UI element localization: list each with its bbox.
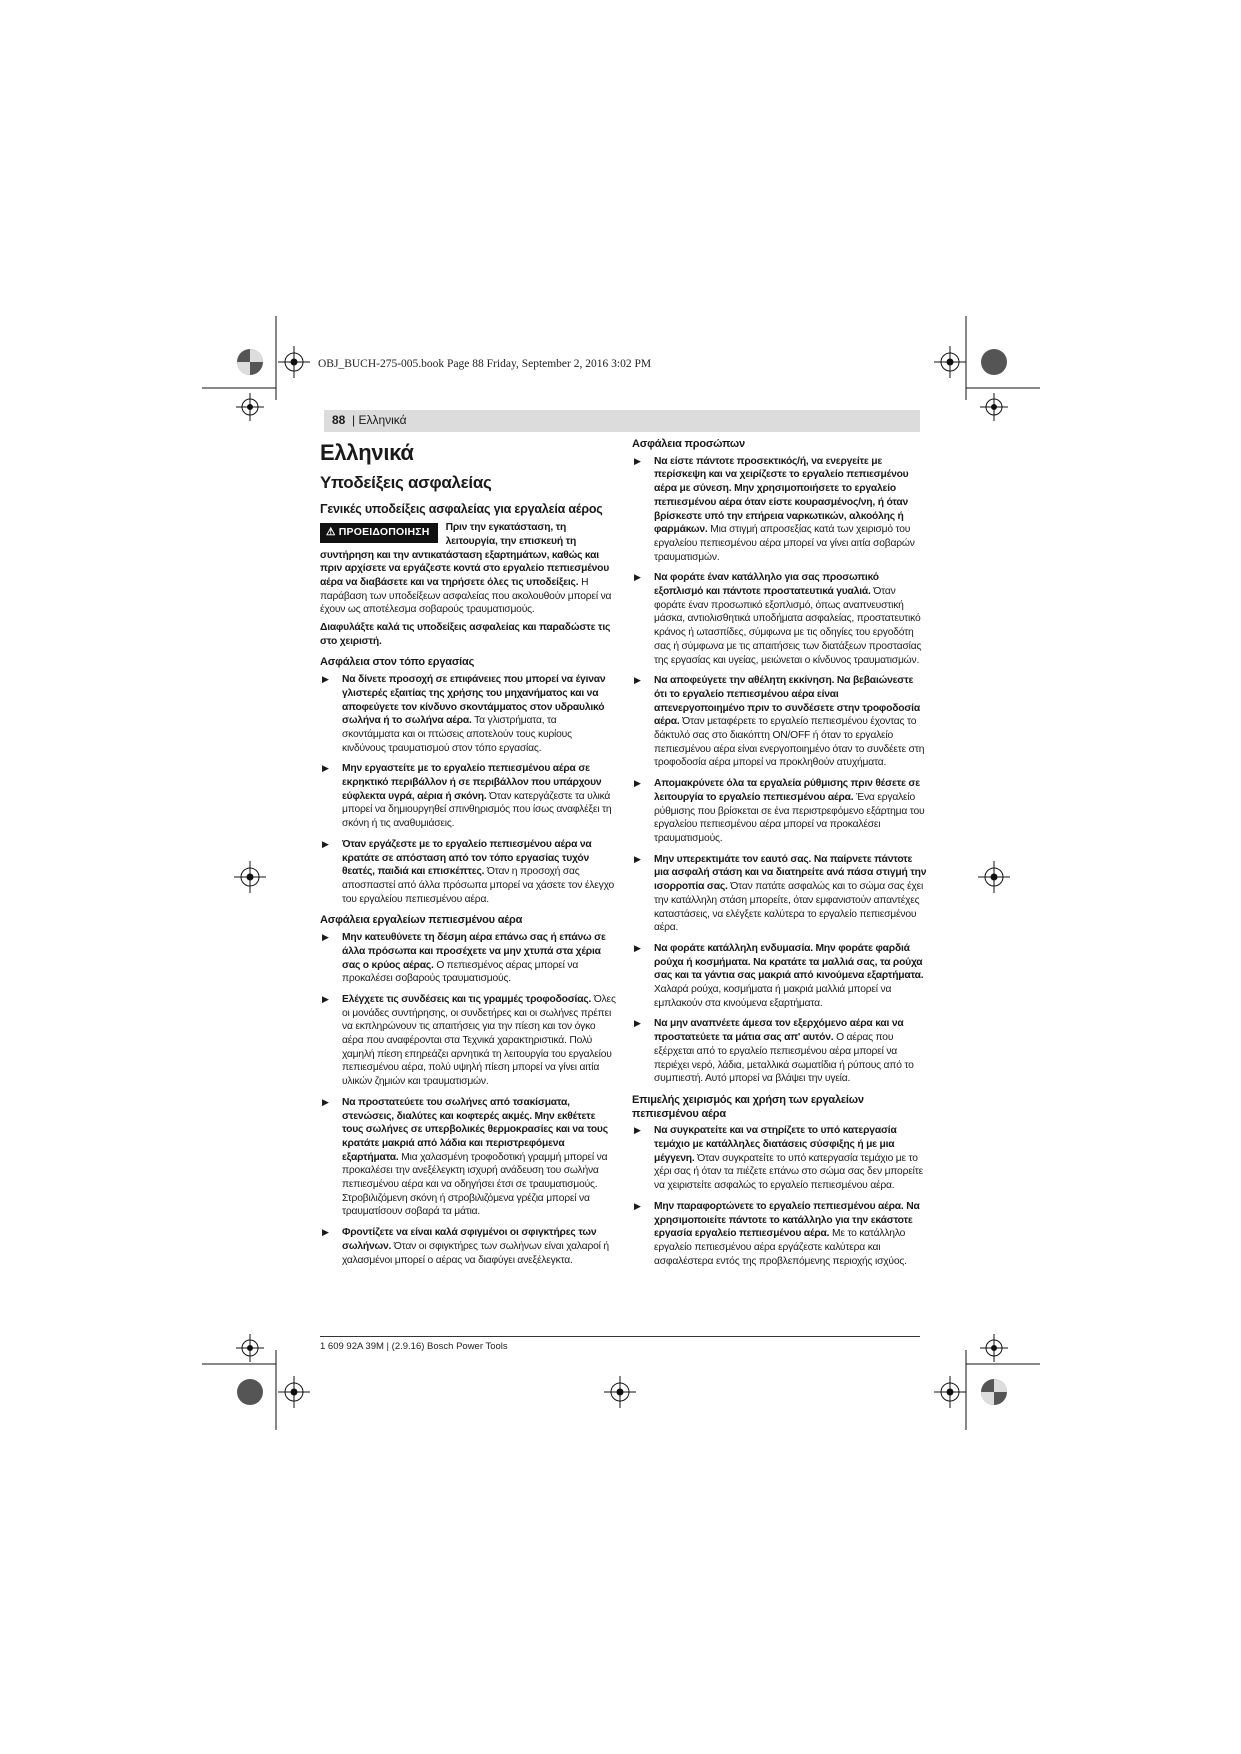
bullet-triangle-icon: ▶: [322, 1227, 329, 1238]
bullet-triangle-icon: ▶: [634, 675, 641, 686]
list-item: ▶ Να δίνετε προσοχή σε επιφάνειες που μπορεί να έγιναν γλιστερές εξαιτίας της χρήσης του μηχανήματος και να αποφεύγετε τον κίνδυνο σκοντάμματος στον υδραυλικό σωλήνα ή το σωλήνα αέρα. Τα γλιστρήματα, τα σκοντάμματα και οι πτώσεις αποτελούν τους κυρίους κινδύνους τραυματισμού στον τόπο εργασίας.: [322, 674, 606, 754]
warning-bold-text: Πριν την εγκατάσταση, τη λειτουργία, την επισκευή τη συντήρηση και την αντικατάσταση εξαρτημάτων, καθώς και πριν αρχίσετε να εργάζεστε κοντά στο εργαλείο πεπιεσμένου αέρα να διαβάσετε και να τηρήσετε όλες τις υποδείξεις.: [320, 522, 610, 588]
reg-crosshair-bottom-left-icon: [278, 1376, 310, 1408]
list-item: ▶ Ελέγχετε τις συνδέσεις και τις γραμμές τροφοδοσίας. Όλες οι μονάδες συντήρησης, οι συνδετήρες και οι σωλήνες πρέπει να εκπληρώνουν τις απαιτήσεις για την πίεση και τον όγκο αέρα που αναφέρονται στα Τεχνικά χαρακτηριστικά. Πολύ χαμηλή πίεση επηρεάζει αρνητικά τη λειτουργία του εργαλείου πεπιεσμένου αέρα, πολύ υψηλή πίεση μπορεί να γίνει αιτία υλικών ζημιών και τραυματισμών.: [322, 993, 616, 1088]
section-air-tool-safety: [320, 914, 616, 1267]
reg-crosshair-bottom-right-icon: [934, 1376, 966, 1408]
list-item: ▶ Να φοράτε κατάλληλη ενδυμασία. Μην φοράτε φαρδιά ρούχα ή κοσμήματα. Να κρατάτε τα μαλλιά σας, τα ρούχα σας και τα γάντια σας μακριά από κινούμενα εξαρτήματα. Χαλαρά ρούχα, κοσμήματα ή μακριά μαλλιά μπορεί να εμπλακούν στα κινούμενα εξαρτήματα.: [634, 942, 924, 1009]
reg-crosshair-top-left-icon: [278, 346, 310, 378]
bullet-triangle-icon: ▶: [322, 932, 329, 943]
warning-triangle-icon: ⚠: [326, 526, 336, 539]
bullet-triangle-icon: ▶: [634, 778, 641, 789]
page-title: Ελληνικά: [320, 440, 414, 465]
bullet-triangle-icon: ▶: [322, 674, 329, 685]
list-item: ▶ Να είστε πάντοτε προσεκτικός/ή, να ενεργείτε με περίσκεψη και να χειρίζεστε το εργαλείο πεπιεσμένου αέρα με σύνεση. Μην χρησιμοποιήσετε το εργαλείο πεπιεσμένου αέρα όταν είστε κουρασμένος/νη, ή όταν βρίσκεστε υπό την επήρεια ναρκωτικών, αλκοόλης ή φαρμάκων. Μια στιγμή απροσεξίας κατά των χειρισμό του εργαλείου πεπιεσμένου αέρα μπορεί να γίνει αιτία σοβαρών τραυματισμών.: [634, 455, 915, 563]
bullet-triangle-icon: ▶: [634, 853, 641, 864]
list-item: ▶ Όταν εργάζεστε με το εργαλείο πεπιεσμένου αέρα να κρατάτε σε απόσταση από τον τόπο εργασίας τυχόν θεατές, παιδιά και επισκέπτες. Όταν η προσοχή σας αποσπαστεί από άλλα πρόσωπα μπορεί να χάσετε τον έλεγχο του εργαλείου πεπιεσμένου αέρα.: [322, 838, 615, 905]
section-careful-handling: [632, 1094, 928, 1268]
reg-crosshair-mid-left-icon: [234, 861, 266, 893]
section-personal-safety: [632, 438, 928, 1086]
bullet-triangle-icon: ▶: [322, 993, 329, 1004]
bullet-triangle-icon: ▶: [322, 1096, 329, 1107]
header-language: | Ελληνικά: [352, 413, 407, 427]
safety-subtitle: Υποδείξεις ασφαλείας: [320, 472, 492, 492]
bullet-triangle-icon: ▶: [322, 838, 329, 849]
page-header-bar: [324, 410, 920, 432]
list-item: ▶ Φροντίζετε να είναι καλά σφιγμένοι οι σφιγκτήρες των σωλήνων. Όταν οι σφιγκτήρες των σωλήνων είναι χαλαροί ή χαλασμένοι μπορεί ο αέρας να διαφύγει ανεξέλεγκτα.: [322, 1227, 609, 1266]
reg-crosshair-left-lower-icon: [236, 1334, 264, 1362]
reg-target-top-right-icon: [981, 349, 1007, 375]
list-item: ▶ Να φοράτε έναν κατάλληλο για σας προσωπικό εξοπλισμό και πάντοτε προστατευτικά γυαλιά. Όταν φοράτε έναν προσωπικό εξοπλισμό, όπως αναπνευστική μάσκα, αντιολισθητικά υποδήματα ασφαλείας, προστατευτικό κράνος ή ωτασπίδες, σύμφωνα με τις οδηγίες του εργοδότη σας ή σύμφωνα με τις απαιτήσεις των διατάξεων προστασίας της εργασίας και υγείας, μειώνεται ο κίνδυνος τραυματισμών.: [634, 572, 922, 666]
reg-crosshair-bottom-center-icon: [604, 1376, 636, 1408]
general-safety-heading: Γενικές υποδείξεις ασφαλείας για εργαλεία αέρος: [320, 502, 603, 517]
bullet-triangle-icon: ▶: [634, 1125, 641, 1136]
section-heading: Ασφάλεια εργαλείων πεπιεσμένου αέρα: [320, 914, 523, 927]
list-item: ▶ Να προστατεύετε του σωλήνες από τσακίσματα, στενώσεις, διαλύτες και κοφτερές ακμές. Μην εκθέτετε τους σωλήνες σε υπερβολικές θερμοκρασίες και να τους κρατάτε μακριά από λάδια και περιστρεφόμενα εξαρτήματα. Μια χαλασμένη τροφοδοτική γραμμή μπορεί να προκαλέσει την ανεξέλεγκτη ισχυρή ανάδευση του σωλήνα πεπιεσμένου αέρα και να οδηγήσει έτσι σε τραυματισμούς. Στροβιλιζόμενη σκόνη ή στροβιλιζόμενα γρέζια μπορεί να τραυματίσουν σοβαρά τα μάτια.: [322, 1096, 608, 1218]
bullet-triangle-icon: ▶: [634, 1018, 641, 1029]
warning-normal-text: Η παράβαση των υποδείξεων ασφαλείας που ακολουθούν μπορεί να έχουν ως αποτέλεσμα σοβαρούς τραυματισμούς.: [320, 576, 612, 616]
list-item: ▶ Να αποφεύγετε την αθέλητη εκκίνηση. Να βεβαιώνεστε ότι το εργαλείο πεπιεσμένου αέρα είναι απενεργοποιημένο πριν το συνδέσετε στην τροφοδοσία αέρα. Όταν μεταφέρετε το εργαλείο πεπιεσμένου έχοντας το δάκτυλό σας στο διακόπτη ON/OFF ή όταν το εργαλείο πεπιεσμένου αέρα είναι ενεργοποιημένο όταν το συνδέετε στη τροφοδοσία αέρα μπορεί να προκληθούν ατυχήματα.: [634, 675, 925, 769]
page-number: 88: [332, 413, 346, 427]
list-item: ▶ Να συγκρατείτε και να στηρίζετε το υπό κατεργασία τεμάχιο με κατάλληλες διατάσεις σύσφιξης ή με μια μέγγενη. Όταν συγκρατείτε το υπό κατεργασία τεμάχιο με το χέρι σας ή όταν τα πιέζετε επάνω στο σώμα σας δεν μπορείτε να χειριστείτε ασφαλώς το εργαλείο πεπιεσμένου αέρα.: [634, 1125, 923, 1192]
warning-block: [320, 521, 616, 617]
warning-badge: ⚠ ΠΡΟΕΙΔΟΠΟΙΗΣΗ: [320, 523, 438, 543]
list-item: ▶ Μην εργαστείτε με το εργαλείο πεπιεσμένου αέρα σε εκρηκτικό περιβάλλον ή σε περιβάλλον που υπάρχουν εύφλεκτα υγρά, αέρια ή σκόνη. Όταν κατεργάζεστε τα υλικά μπορεί να δημιουργηθεί σπινθηρισμός που ίσως αναφλέξει τη σκόνη ή τις αναθυμιάσεις.: [322, 763, 612, 830]
reg-crosshair-mid-right-icon: [978, 861, 1010, 893]
list-item: ▶ Μην κατευθύνετε τη δέσμη αέρα επάνω σας ή επάνω σε άλλα πρόσωπα και προσέχετε να μην χτυπά στα χέρια σας ο κρύος αέρας. Ο πεπιεσμένος αέρας μπορεί να προκαλέσει σοβαρούς τραυματισμούς.: [322, 932, 606, 985]
reg-target-bottom-left-icon: [237, 1379, 263, 1405]
list-item: ▶ Να μην αναπνέετε άμεσα τον εξερχόμενο αέρα και να προστατεύετε τα μάτια σας απ' αυτόν. Ο αέρας που εξέρχεται από το εργαλείο πεπιεσμένου αέρα μπορεί να περιέχει νερό, λάδια, μεταλλικά σωματίδια ή ρύπους από το συμπιεστή. Αυτό μπορεί να βλάψει την υγεία.: [634, 1018, 914, 1085]
bullet-triangle-icon: ▶: [634, 572, 641, 583]
list-item: ▶ Μην παραφορτώνετε το εργαλείο πεπιεσμένου αέρα. Να χρησιμοποιείτε πάντοτε το κατάλληλο για την εκάστοτε εργασία εργαλείο πεπιεσμένου αέρα. Με το κατάλληλο εργαλείο πεπιεσμένου αέρα εργάζεστε καλύτερα και ασφαλέστερα εντός της προβλεπόμενης περιοχής ισχύος.: [634, 1200, 920, 1267]
section-workplace-safety: [320, 656, 616, 906]
left-column: [320, 440, 616, 1274]
reg-crosshair-right-upper-icon: [980, 393, 1008, 421]
list-item: ▶ Απομακρύνετε όλα τα εργαλεία ρύθμισης πριν θέσετε σε λειτουργία το εργαλείο πεπιεσμένου αέρα. Ένα εργαλείο ρύθμισης που βρίσκεται σε ένα περιστρεφόμενο εξάρτημα του εργαλείου πεπιεσμένου αέρα μπορεί να προκαλέσει τραυματισμούς.: [634, 778, 925, 844]
reg-target-top-left-icon: [237, 349, 263, 375]
right-column: [632, 438, 928, 1275]
footer-text: 1 609 92A 39M | (2.9.16) Bosch Power Tools: [320, 1341, 508, 1352]
reg-target-bottom-right-icon: [981, 1379, 1007, 1405]
file-info: OBJ_BUCH-275-005.book Page 88 Friday, September 2, 2016 3:02 PM: [318, 358, 652, 370]
bullet-triangle-icon: ▶: [634, 455, 641, 466]
reg-crosshair-left-upper-icon: [236, 393, 264, 421]
bullet-triangle-icon: ▶: [634, 1200, 641, 1211]
list-item: ▶ Μην υπερεκτιμάτε τον εαυτό σας. Να παίρνετε πάντοτε μια ασφαλή στάση και να διατηρείτε ανά πάσα στιγμή την ισορροπία σας. Όταν πατάτε ασφαλώς και το σώμα σας έχει την κατάλληλη στάση μπορείτε, όταν εμφανιστούν απαντέχες καταστάσεις, να ελέγξετε καλύτερα το εργαλείο πεπιεσμένου αέρα.: [634, 853, 927, 934]
reg-crosshair-top-right-icon: [934, 346, 966, 378]
reg-crosshair-right-lower-icon: [980, 1334, 1008, 1362]
section-heading: Επιμελής χειρισμός και χρήση των εργαλείων πεπιεσμένου αέρα: [632, 1093, 864, 1120]
bullet-triangle-icon: ▶: [634, 942, 641, 953]
section-heading: Ασφάλεια στον τόπο εργασίας: [320, 656, 475, 669]
bullet-triangle-icon: ▶: [322, 763, 329, 774]
footer-divider: [320, 1336, 920, 1337]
keep-instructions: Διαφυλάξτε καλά τις υποδείξεις ασφαλείας και παραδώστε τις στο χειριστή.: [320, 622, 611, 647]
section-heading: Ασφάλεια προσώπων: [632, 438, 745, 450]
